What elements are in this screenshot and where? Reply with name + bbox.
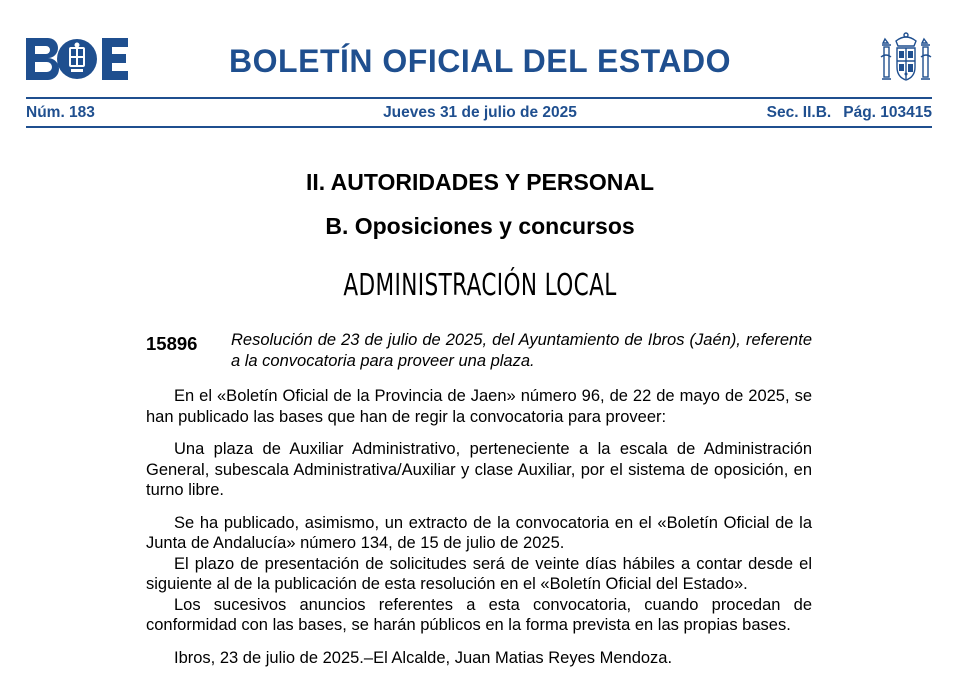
paragraph: Una plaza de Auxiliar Administrativo, perteneciente a la escala de Administración General, subescala Administrativa/Auxiliar y clase Auxiliar, por el sistema de oposición, en turno libre. (146, 440, 812, 499)
page-number: Pág. 103415 (843, 104, 932, 121)
issue-date: Jueves 31 de julio de 2025 (383, 104, 577, 121)
coat-of-arms-icon (879, 31, 933, 87)
administration-heading: ADMINISTRACIÓN LOCAL (343, 268, 617, 303)
header-rule-bottom (26, 126, 932, 128)
entry-title: Resolución de 23 de julio de 2025, del Ayuntamiento de Ibros (Jaén), referente a la convocatoria para proveer una plaza. (231, 331, 812, 370)
section-heading: II. AUTORIDADES Y PERSONAL (305, 169, 655, 195)
masthead-title: BOLETÍN OFICIAL DEL ESTADO (229, 43, 731, 79)
paragraph: En el «Boletín Oficial de la Provincia de Jaen» número 96, de 22 de mayo de 2025, se han publicado las bases que han de regir la convocatoria para proveer: (146, 387, 812, 426)
paragraph: Se ha publicado, asimismo, un extracto de la convocatoria en el «Boletín Oficial de la Junta de Andalucía» número 134, de 15 de julio de 2025. (146, 513, 812, 552)
paragraph: Los sucesivos anuncios referentes a esta convocatoria, cuando procedan de conformidad con las bases, se harán públicos en la forma prevista en las propias bases. (146, 595, 812, 634)
subsection-heading: B. Oposiciones y concursos (325, 213, 635, 239)
section-page (767, 104, 932, 122)
section-label: Sec. II.B. (766, 104, 832, 121)
paragraph: El plazo de presentación de solicitudes será de veinte días hábiles a contar desde el siguiente al de la publicación de esta resolución en el «Boletín Oficial del Estado». (146, 554, 812, 593)
header-rule-top (26, 97, 932, 99)
signature: Ibros, 23 de julio de 2025.–El Alcalde, Juan Matias Reyes Mendoza. (174, 648, 673, 667)
document-body (146, 386, 812, 668)
entry-number: 15896 (146, 333, 198, 354)
issue-number: Núm. 183 (26, 104, 95, 121)
